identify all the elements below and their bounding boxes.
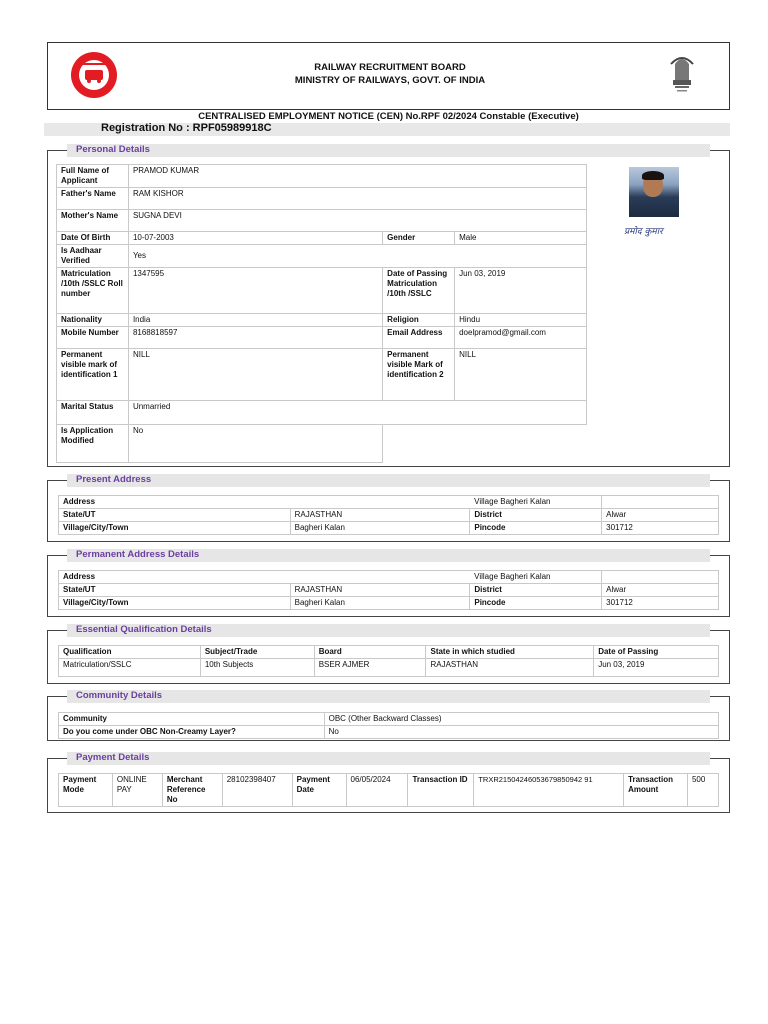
field-value: 06/05/2024 [346,774,408,807]
section-header [67,474,710,487]
field-value: Bagheri Kalan [290,597,470,610]
registration-number: Registration No : RPF05989918C [101,122,272,134]
payment-table [58,773,719,807]
field-value: India [128,314,382,327]
table-row [59,659,719,677]
field-value: Hindu [455,314,587,327]
field-label: Mobile Number [57,327,129,349]
field-label: Full Name of Applicant [57,165,129,188]
field-value: OBC (Other Backward Classes) [324,713,718,726]
field-label: Is Application Modified [57,425,129,463]
field-label: Nationality [57,314,129,327]
field-label: Date Of Birth [57,232,129,245]
field-label: Transaction ID [408,774,474,807]
national-emblem-icon [665,50,699,100]
field-value: ONLINE PAY [112,774,162,807]
field-value: NILL [128,349,382,401]
field-label: Transaction Amount [624,774,688,807]
field-label: Pincode [470,522,602,535]
field-label: Permanent visible Mark of identification 2 [383,349,455,401]
field-value: 8168818597 [128,327,382,349]
field-value: 10-07-2003 [128,232,382,245]
ministry-title: MINISTRY OF RAILWAYS, GOVT. OF INDIA [294,75,486,86]
field-value: Alwar [602,509,719,522]
field-value: Unmarried [128,401,586,425]
field-label: Father's Name [57,188,129,210]
field-value: TRXR21504246053679850942 91 [474,774,624,807]
field-label: Do you come under OBC Non-Creamy Layer? [59,726,325,739]
field-label: Religion [383,314,455,327]
board-title: RAILWAY RECRUITMENT BOARD [314,62,466,73]
field-label: Payment Mode [59,774,113,807]
section-title: Community Details [76,690,163,701]
table-cell: 10th Subjects [200,659,314,677]
field-label: Mother's Name [57,210,129,232]
field-value: doelpramod@gmail.com [455,327,587,349]
field-label: Matriculation /10th /SSLC Roll number [57,268,129,314]
field-value: 1347595 [128,268,382,314]
field-value: No [128,425,382,463]
field-label: Date of Passing Matriculation /10th /SSLC [383,268,455,314]
photo-hair [642,171,664,180]
field-label: District [470,584,602,597]
field-label: Payment Date [292,774,346,807]
table-cell: Jun 03, 2019 [594,659,719,677]
field-label: Gender [383,232,455,245]
section-title: Personal Details [76,144,150,155]
field-label: Address [59,571,602,584]
table-cell: BSER AJMER [314,659,426,677]
column-header: State in which studied [426,646,594,659]
field-value: NILL [455,349,587,401]
field-label: State/UT [59,509,291,522]
applicant-photo [629,167,679,217]
field-label: Address [59,496,602,509]
field-label: Village/City/Town [59,597,291,610]
field-label: Marital Status [57,401,129,425]
field-value: 500 [687,774,718,807]
address-value: Village Bagheri Kalan [474,497,551,506]
field-label: District [470,509,602,522]
field-label: Merchant Reference No [162,774,222,807]
permanent-address-table [58,570,719,610]
field-value: 301712 [602,597,719,610]
table-cell: RAJASTHAN [426,659,594,677]
empty-cell [383,425,587,463]
field-value [474,496,719,509]
field-value: Yes [128,245,586,268]
applicant-signature: प्रमोद कुमार [624,227,663,237]
present-address-table [58,495,719,535]
section-title: Permanent Address Details [76,549,200,560]
section-header [67,624,710,637]
field-value: No [324,726,718,739]
field-label: Email Address [383,327,455,349]
field-label: Pincode [470,597,602,610]
field-label: Permanent visible mark of identification 1 [57,349,129,401]
section-title: Payment Details [76,752,150,763]
field-value: RAJASTHAN [290,584,470,597]
field-value: 28102398407 [222,774,292,807]
field-value: Jun 03, 2019 [455,268,587,314]
cen-title: CENTRALISED EMPLOYMENT NOTICE (CEN) No.RPF 02/2024 Constable (Executive) [198,111,579,122]
community-table [58,712,719,739]
column-header: Qualification [59,646,201,659]
qualification-table [58,645,719,677]
field-label: Village/City/Town [59,522,291,535]
field-value: Bagheri Kalan [290,522,470,535]
field-label: Is Aadhaar Verified [57,245,129,268]
field-label: State/UT [59,584,291,597]
section-header [67,144,710,157]
field-value: RAM KISHOR [128,188,586,210]
address-value: Village Bagheri Kalan [474,572,551,581]
section-header [67,752,710,765]
indian-railways-logo-icon [68,50,120,100]
personal-details-table [56,164,587,463]
section-header [67,690,710,703]
section-header [67,549,710,562]
field-value: SUGNA DEVI [128,210,586,232]
field-value: Alwar [602,584,719,597]
table-cell: Matriculation/SSLC [59,659,201,677]
column-header: Board [314,646,426,659]
field-value: RAJASTHAN [290,509,470,522]
field-label: Community [59,713,325,726]
column-header: Subject/Trade [200,646,314,659]
column-header: Date of Passing [594,646,719,659]
section-title: Essential Qualification Details [76,624,212,635]
field-value: PRAMOD KUMAR [128,165,586,188]
field-value: 301712 [602,522,719,535]
section-title: Present Address [76,474,152,485]
field-value: Male [455,232,587,245]
field-value [474,571,719,584]
